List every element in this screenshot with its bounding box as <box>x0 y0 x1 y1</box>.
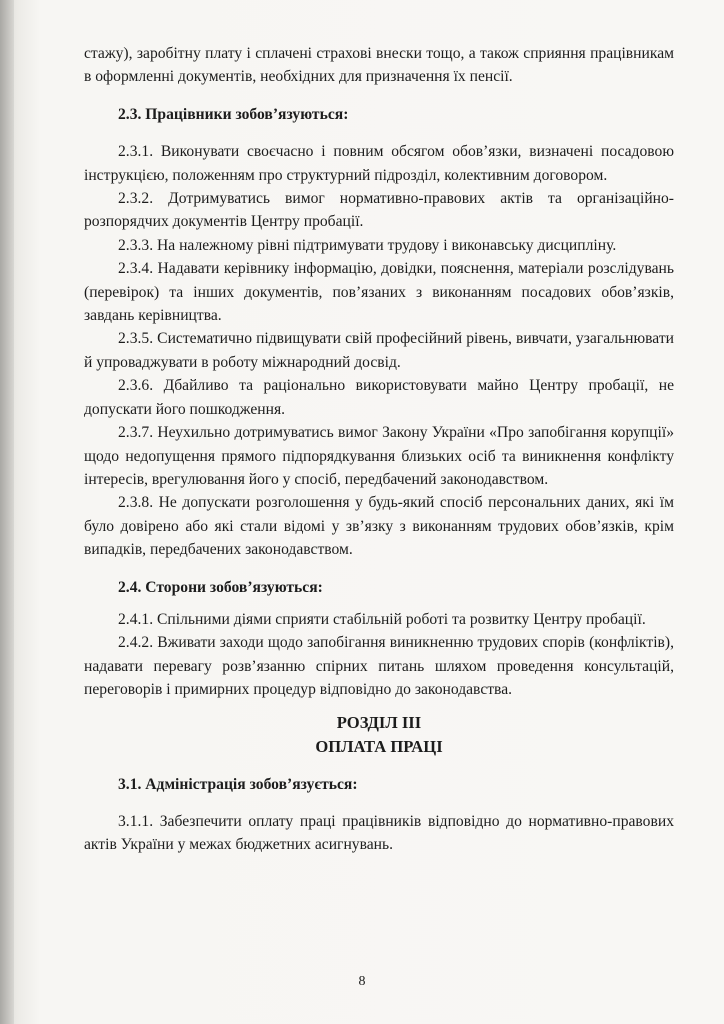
continuation-paragraph: стажу), заробітну плату і сплачені страхові внески тощо, а також сприяння працівникам в оформленні документів, необхідних для призначення їх пенсії. <box>84 45 674 86</box>
item-2-3-6: 2.3.6. Дбайливо та раціонально використовувати майно Центру пробації, не допускати його пошкодження. <box>84 377 674 418</box>
chapter-title: ОПЛАТА ПРАЦІ <box>315 736 443 756</box>
item-2-3-4: 2.3.4. Надавати керівнику інформацію, довідки, пояснення, матеріали розслідувань (перевірок) та інших документів, пов’язаних з виконанням посадових обов’язків, завдань керівництва. <box>84 260 674 325</box>
item-2-4-2: 2.4.2. Вживати заходи щодо запобігання виникненню трудових спорів (конфліктів), надавати перевагу розв’язанню спірних питань шляхом проведення консультацій, переговорів і примирних процедур відповідно до законодавства. <box>84 634 674 699</box>
item-2-3-1: 2.3.1. Виконувати своєчасно і повним обсягом обов’язки, визначені посадовою інструкцією, положенням про структурний підрозділ, колективним договором. <box>84 143 674 184</box>
page-number: 8 <box>358 974 366 989</box>
section-2-3-heading: 2.3. Працівники зобов’язуються: <box>118 105 349 123</box>
item-2-3-8: 2.3.8. Не допускати розголошення у будь-який спосіб персональних даних, які їм було довірено або які стали відомі у зв’язку з виконанням трудових обов’язків, крім випадків, передбачених законодавством. <box>84 494 674 559</box>
item-2-3-5: 2.3.5. Систематично підвищувати свій професійний рівень, вивчати, узагальнювати й упроваджувати в роботу міжнародний досвід. <box>84 330 674 371</box>
item-2-3-3: 2.3.3. На належному рівні підтримувати трудову і виконавську дисципліну. <box>118 236 617 254</box>
item-3-1-1: 3.1.1. Забезпечити оплату праці працівників відповідно до нормативно-правових актів України у межах бюджетних асигнувань. <box>84 812 674 854</box>
item-2-3-2: 2.3.2. Дотримуватись вимог нормативно-правових актів та організаційно-розпорядчих документів Центру пробації. <box>84 190 674 231</box>
document-body <box>84 42 674 857</box>
section-2-4-heading: 2.4. Сторони зобов’язуються: <box>118 578 323 596</box>
section-3-1-heading: 3.1. Адміністрація зобов’язується: <box>118 775 358 793</box>
item-2-4-1: 2.4.1. Спільними діями сприяти стабільній роботі та розвитку Центру пробації. <box>118 610 646 628</box>
item-2-3-7: 2.3.7. Неухильно дотримуватись вимог Закону України «Про запобігання корупції» щодо недопущення прямого підпорядкування близьких осіб та виникнення конфлікту інтересів, врегулювання його у спосіб, передбачений законодавством. <box>84 424 674 488</box>
binding-shadow <box>0 0 14 1024</box>
chapter-number: РОЗДІЛ ІІІ <box>336 712 422 732</box>
